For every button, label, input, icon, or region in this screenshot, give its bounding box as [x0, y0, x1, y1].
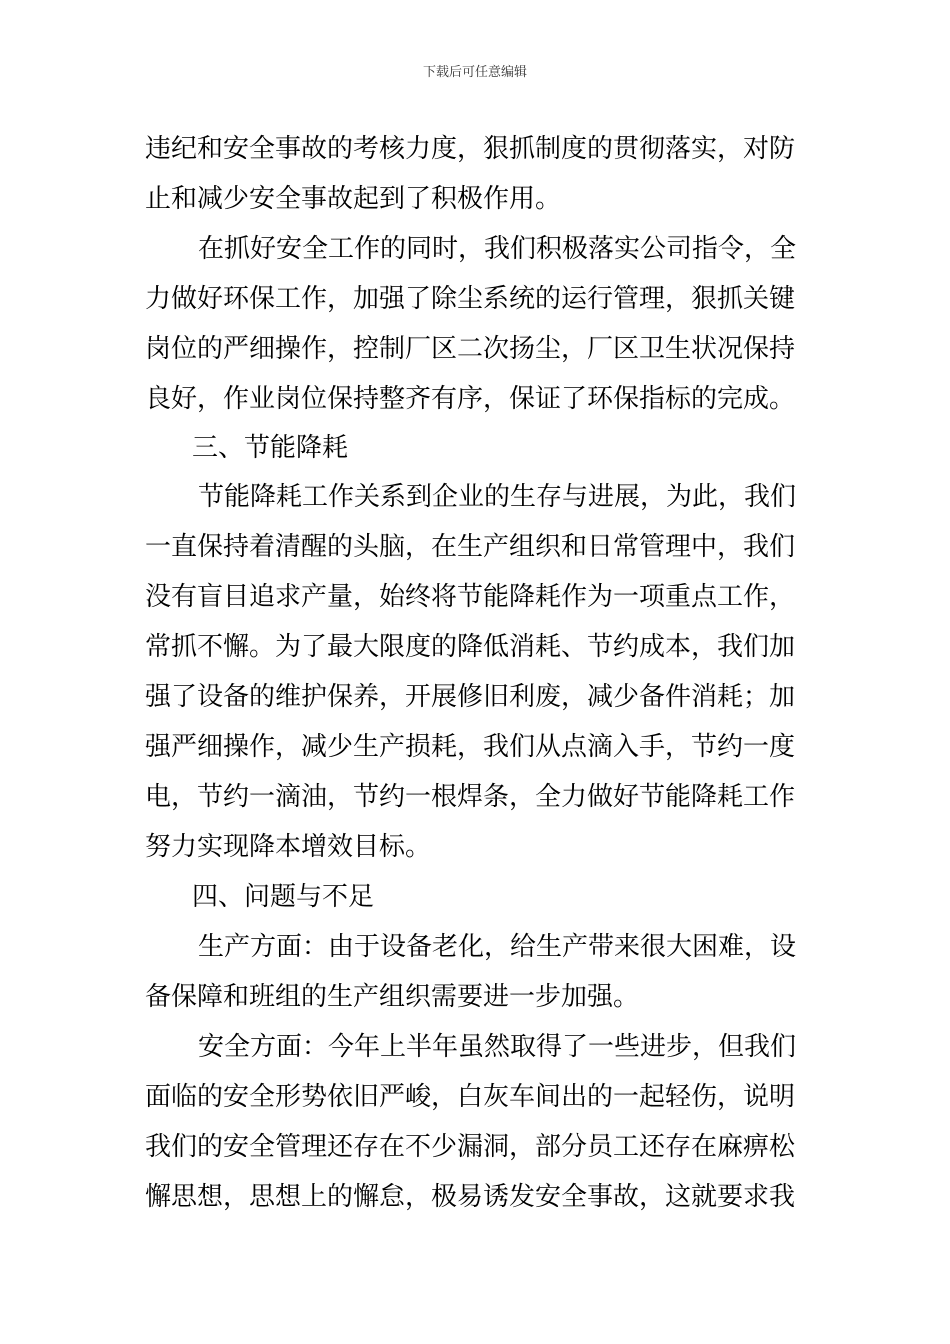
page-header: 下载后可任意编辑	[422, 65, 527, 80]
body-line: 面临的安全形势依旧严峻，白灰车间出的一起轻伤，说明	[145, 1082, 796, 1112]
body-line: 强严细操作，减少生产损耗，我们从点滴入手，节约一度	[145, 732, 796, 762]
body-line: 电，节约一滴油，节约一根焊条，全力做好节能降耗工作	[145, 782, 796, 812]
body-line: 止和减少安全事故起到了积极作用。	[145, 184, 562, 214]
body-line: 违纪和安全事故的考核力度，狠抓制度的贯彻落实，对防	[145, 134, 796, 164]
body-line: 良好，作业岗位保持整齐有序，保证了环保指标的完成。	[145, 384, 796, 414]
paragraph-start-line: 生产方面：由于设备老化，给生产带来很大困难，设	[198, 932, 797, 962]
body-line: 强了设备的维护保养，开展修旧利废，减少备件消耗；加	[145, 682, 796, 712]
body-line: 懈思想，思想上的懈怠，极易诱发安全事故，这就要求我	[145, 1182, 796, 1212]
body-line: 备保障和班组的生产组织需要进一步加强。	[145, 982, 640, 1012]
paragraph-start-line: 在抓好安全工作的同时，我们积极落实公司指令，全	[198, 234, 797, 264]
section-heading: 四、问题与不足	[192, 882, 375, 912]
body-line: 一直保持着清醒的头脑，在生产组织和日常管理中，我们	[145, 532, 796, 562]
body-line: 我们的安全管理还存在不少漏洞，部分员工还存在麻痹松	[145, 1132, 796, 1162]
body-line: 努力实现降本增效目标。	[145, 832, 432, 862]
body-line: 岗位的严细操作，控制厂区二次扬尘，厂区卫生状况保持	[145, 334, 796, 364]
paragraph-start-line: 节能降耗工作关系到企业的生存与进展，为此，我们	[198, 482, 797, 512]
paragraph-start-line: 安全方面：今年上半年虽然取得了一些进步，但我们	[198, 1032, 797, 1062]
body-line: 力做好环保工作，加强了除尘系统的运行管理，狠抓关键	[145, 284, 796, 314]
body-line: 没有盲目追求产量，始终将节能降耗作为一项重点工作，	[145, 582, 796, 612]
section-heading: 三、节能降耗	[192, 433, 349, 463]
body-line: 常抓不懈。为了最大限度的降低消耗、节约成本，我们加	[145, 632, 796, 662]
